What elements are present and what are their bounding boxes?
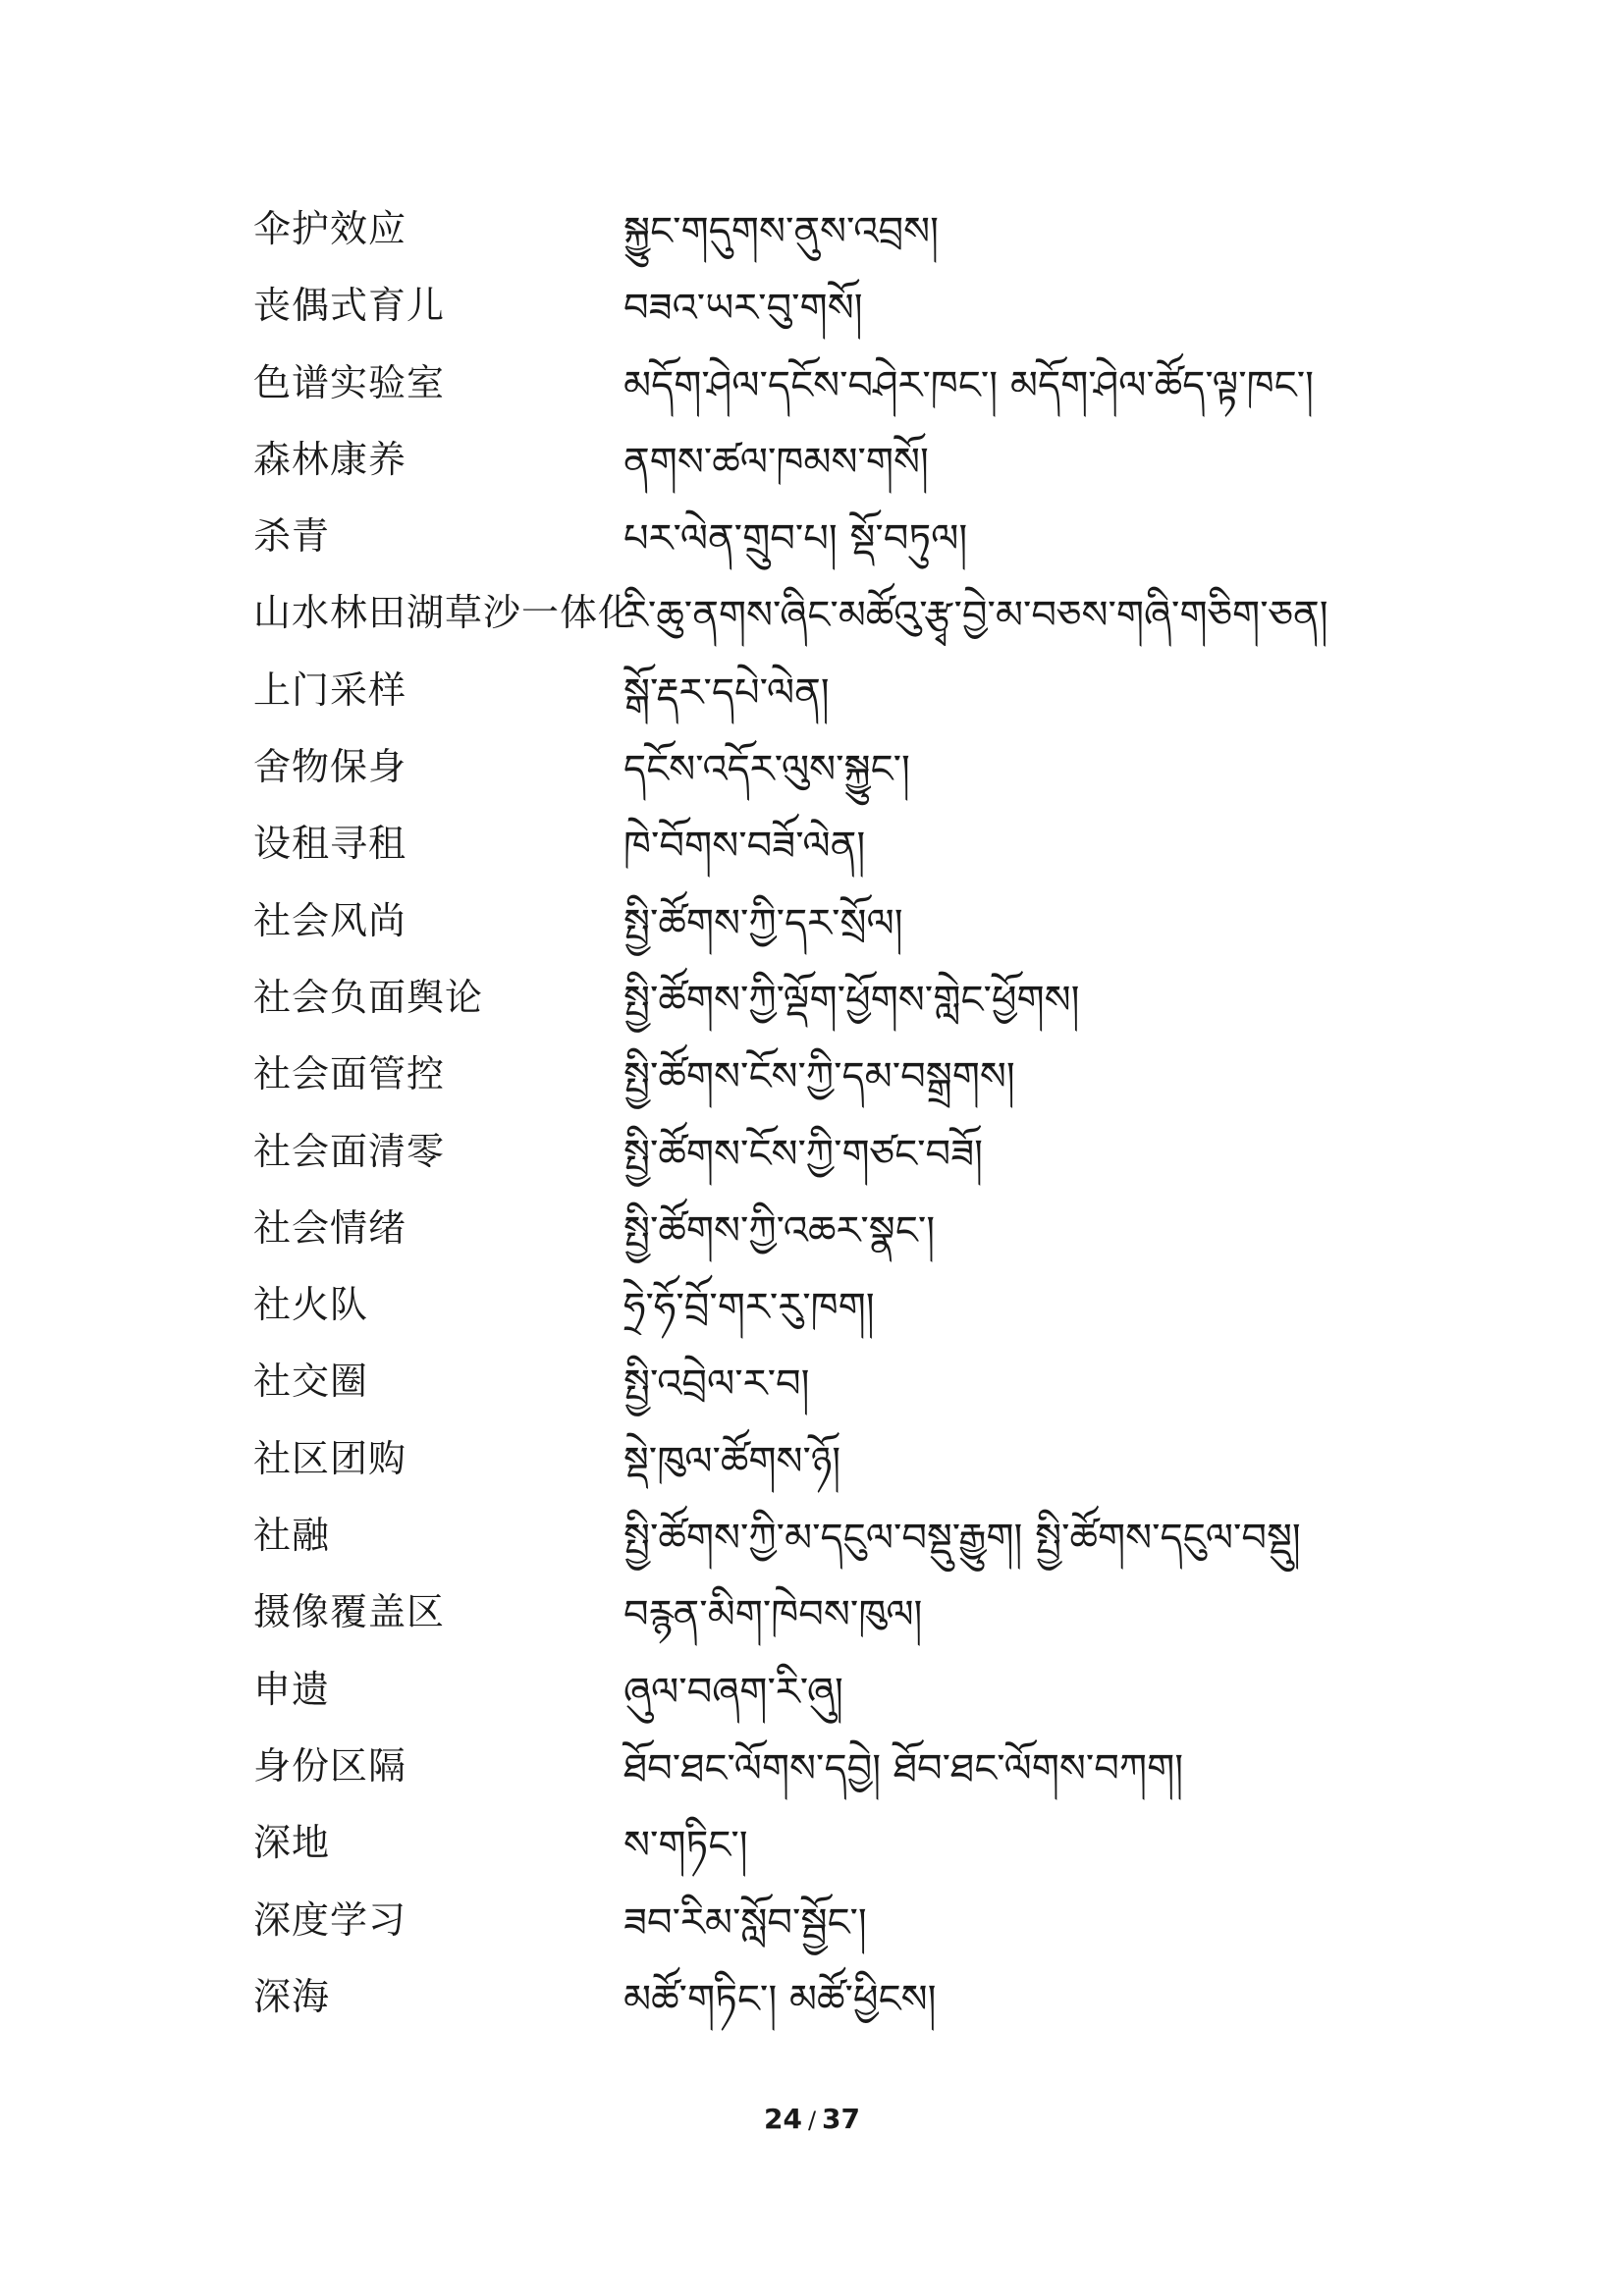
chinese-term: 深地 — [253, 1821, 331, 1865]
page-total: 37 — [822, 2103, 861, 2135]
glossary-list — [253, 204, 1412, 2049]
tibetan-term: ཧྲེ་ཧོ་བྲོ་གར་རུ་ཁག། — [623, 1285, 875, 1331]
chinese-term: 森林康养 — [253, 437, 407, 481]
tibetan-term: ཐོབ་ཐང་ལོགས་དབྱེ། ཐོབ་ཐང་ལོགས་བཀག། — [623, 1745, 1184, 1791]
chinese-term: 申遗 — [253, 1667, 331, 1711]
glossary-entry — [253, 1818, 1412, 1895]
glossary-entry — [253, 1741, 1412, 1818]
chinese-term: 身份区隔 — [253, 1743, 407, 1788]
glossary-entry — [253, 511, 1412, 588]
chinese-term: 上门采样 — [253, 667, 407, 712]
glossary-entry — [253, 204, 1412, 281]
tibetan-term: བརྙན་མིག་ཁེབས་ཁུལ། — [623, 1592, 923, 1638]
glossary-entry — [253, 358, 1412, 435]
chinese-term: 设租寻租 — [253, 822, 407, 866]
tibetan-term: པར་ལེན་གྲུབ་པ། སྡོ་བཏུལ། — [623, 516, 968, 562]
glossary-entry — [253, 819, 1412, 895]
glossary-entry — [253, 1972, 1412, 2049]
chinese-term: 山水林田湖草沙一体化 — [253, 591, 637, 635]
glossary-entry — [253, 1127, 1412, 1203]
glossary-entry — [253, 281, 1412, 357]
tibetan-term: སྒོ་རྡར་དཔེ་ལེན། — [623, 669, 830, 716]
glossary-entry — [253, 1587, 1412, 1664]
page-number — [0, 2103, 1624, 2135]
glossary-entry — [253, 896, 1412, 973]
tibetan-term: སྐྱུང་གདུགས་ནུས་འབྲས། — [623, 209, 939, 254]
chinese-term: 社会情绪 — [253, 1205, 407, 1250]
chinese-term: 社交圈 — [253, 1360, 369, 1404]
glossary-entry — [253, 1434, 1412, 1511]
glossary-entry — [253, 588, 1412, 665]
page-current: 24 — [763, 2103, 802, 2135]
tibetan-term: སྤྱི་ཚོགས་ངོས་ཀྱི་དམ་བསྒྲགས། — [623, 1054, 1015, 1100]
chinese-term: 深海 — [253, 1974, 331, 2018]
tibetan-term: སྤྱི་ཚོགས་ཀྱི་འཆར་སྣང་། — [623, 1207, 936, 1254]
tibetan-term: སྤྱི་ཚོགས་ཀྱི་དར་སྲོལ། — [623, 900, 903, 946]
glossary-entry — [253, 435, 1412, 511]
tibetan-term: ས་གཏིང་། — [623, 1823, 748, 1869]
page-separator: / — [807, 2107, 817, 2134]
chinese-term: 伞护效应 — [253, 207, 407, 250]
tibetan-term: རི་ཆུ་ནགས་ཞིང་མཚོའུ་རྩྭ་བྱེ་མ་བཅས་གཞི་གཅིག་ཅན། — [623, 593, 1328, 639]
chinese-term: 丧偶式育儿 — [253, 284, 446, 328]
tibetan-term: སྤྱི་ཚོགས་ངོས་ཀྱི་གཙང་བཟོ། — [623, 1131, 984, 1177]
tibetan-term: མཚོ་གཏིང་། མཚོ་ཕྱིངས། — [623, 1976, 937, 2022]
chinese-term: 社火队 — [253, 1283, 369, 1327]
tibetan-term: དངོས་འདོར་ལུས་སྐྱུང་། — [623, 747, 910, 793]
chinese-term: 社会风尚 — [253, 898, 407, 942]
chinese-term: 社会面管控 — [253, 1052, 446, 1096]
glossary-entry — [253, 742, 1412, 819]
tibetan-term: སྤྱི་ཚོགས་ཀྱི་ལྡོག་ཕྱོགས་གླེང་ཕྱོགས། — [623, 977, 1080, 1023]
glossary-entry — [253, 1049, 1412, 1126]
glossary-entry — [253, 1511, 1412, 1587]
tibetan-term: སྤྱི་འབྲེལ་ར་བ། — [623, 1362, 810, 1408]
chinese-term: 色谱实验室 — [253, 360, 446, 404]
chinese-term: 社会负面舆论 — [253, 975, 484, 1019]
chinese-term: 社区团购 — [253, 1436, 407, 1480]
glossary-entry — [253, 1357, 1412, 1433]
tibetan-term: བཟའ་ཡར་བུ་གསོ། — [623, 286, 863, 332]
tibetan-term: ཟབ་རིམ་སློབ་སྦྱོང་། — [623, 1899, 867, 1946]
tibetan-term: མདོག་ཤེལ་དངོས་བཤེར་ཁང་། མདོག་ཤེལ་ཚོད་ལྟ་ཁང་། — [623, 362, 1315, 408]
glossary-entry — [253, 973, 1412, 1049]
chinese-term: 舍物保身 — [253, 745, 407, 789]
chinese-term: 社会面清零 — [253, 1129, 446, 1173]
tibetan-term: ཞུལ་བཞག་རི་ཞུ། — [623, 1669, 843, 1715]
glossary-entry — [253, 1203, 1412, 1280]
chinese-term: 深度学习 — [253, 1897, 407, 1942]
chinese-term: 杀青 — [253, 514, 331, 559]
chinese-term: 社融 — [253, 1514, 331, 1558]
glossary-entry — [253, 666, 1412, 742]
glossary-entry — [253, 1665, 1412, 1741]
tibetan-term: ཁེ་བོགས་བཟོ་ལེན། — [623, 824, 866, 870]
tibetan-term: སྡེ་ཁུལ་ཚོགས་ཉོ། — [623, 1438, 841, 1484]
glossary-entry — [253, 1896, 1412, 1972]
tibetan-term: ནགས་ཚལ་ཁམས་གསོ། — [623, 439, 929, 485]
tibetan-term: སྤྱི་ཚོགས་ཀྱི་མ་དངུལ་བསྡུ་རྒྱུག། སྤྱི་ཚོགས་དངུལ་བསྡུ། — [623, 1516, 1301, 1562]
glossary-entry — [253, 1280, 1412, 1357]
chinese-term: 摄像覆盖区 — [253, 1590, 446, 1634]
